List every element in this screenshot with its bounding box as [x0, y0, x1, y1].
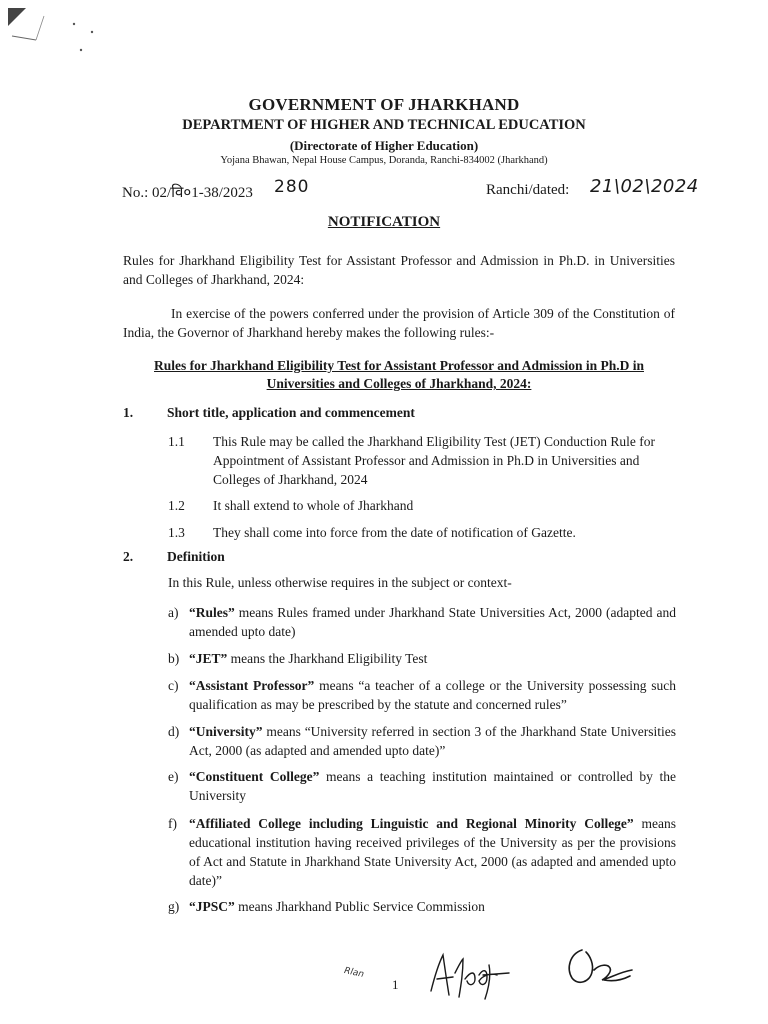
- initial-note: Rlan: [343, 966, 365, 980]
- page-number: 1: [392, 977, 399, 992]
- item-term: “JET”: [189, 651, 228, 666]
- item-body: [189, 814, 676, 890]
- item-term: “University”: [189, 724, 263, 739]
- section-number: 2.: [123, 549, 134, 564]
- item-text: means educational institution having received privileges of the University as per the provisions of Act and Statute in Jharkhand State University Act, 2000 (as adapted and amended upto date)”: [189, 816, 676, 888]
- date-value: 21\02\2024: [590, 176, 699, 197]
- clause-text: It shall extend to whole of Jharkhand: [213, 498, 414, 513]
- item-label: e): [168, 769, 179, 784]
- item-term: “Rules”: [189, 605, 235, 620]
- item-label: a): [168, 605, 179, 620]
- item-body: [189, 649, 676, 668]
- item-body: [189, 722, 676, 760]
- rules-title-line1: Rules for Jharkhand Eligibility Test for Assistant Professor and Admission in Ph.D in: [154, 358, 644, 373]
- preamble-paragraph: [123, 304, 675, 342]
- item-label: d): [168, 724, 180, 739]
- item-label: g): [168, 899, 180, 914]
- section-title: Definition: [167, 549, 225, 564]
- item-text: means the Jharkhand Eligibility Test: [227, 651, 428, 666]
- item-text: means a teaching institution maintained or controlled by the University: [189, 769, 676, 803]
- government-heading: GOVERNMENT OF JHARKHAND: [248, 95, 520, 114]
- reference-line: [122, 176, 700, 210]
- intro-paragraph: Rules for Jharkhand Eligibility Test for Assistant Professor and Admission in Ph.D. in Universities and Colleges of Jharkhand, 2024:: [123, 253, 675, 287]
- item-body: [189, 676, 676, 714]
- item-body: [189, 603, 676, 641]
- signature-2: [560, 938, 640, 990]
- notification-title-wrap: [0, 214, 768, 231]
- reference-label: No.: 02/वि०1-38/2023: [122, 185, 253, 201]
- scan-corner-mark: [6, 6, 116, 56]
- reference-number: 280: [274, 177, 310, 197]
- rules-title: [123, 357, 675, 393]
- item-term: “Assistant Professor”: [189, 678, 315, 693]
- rules-title-line2: Universities and Colleges of Jharkhand, 2024:: [266, 376, 532, 391]
- item-text: means “University referred in section 3 of the Jharkhand State Universities Act, 2000 (as adapted and amended upto date)”: [189, 724, 676, 758]
- notification-title: NOTIFICATION: [327, 214, 441, 230]
- definition-intro: In this Rule, unless otherwise requires in the subject or context-: [168, 575, 512, 590]
- item-body: [189, 897, 676, 916]
- clause-text: They shall come into force from the date of notification of Gazette.: [213, 525, 576, 540]
- address-line: Yojana Bhawan, Nepal House Campus, Doranda, Ranchi-834002 (Jharkhand): [220, 155, 548, 166]
- section-title: Short title, application and commencement: [167, 405, 415, 420]
- item-body: [189, 767, 676, 805]
- item-text: means Rules framed under Jharkhand State Universities Act, 2000 (adapted and amended upto date): [189, 605, 676, 639]
- clause-number: 1.1: [168, 434, 185, 449]
- item-term: “Affiliated College including Linguistic and Regional Minority College”: [189, 816, 634, 831]
- department-heading: DEPARTMENT OF HIGHER AND TECHNICAL EDUCATION: [182, 117, 586, 133]
- clause-text: This Rule may be called the Jharkhand Eligibility Test (JET) Conduction Rule for Appointment of Assistant Professor and Admission in Ph.D in Universities and Colleges of Jharkhand, 2024: [213, 434, 655, 487]
- item-term: “Constituent College”: [189, 769, 320, 784]
- clause-number: 1.2: [168, 498, 185, 513]
- directorate-heading: (Directorate of Higher Education): [289, 138, 479, 153]
- item-label: f): [168, 816, 177, 831]
- item-label: c): [168, 678, 179, 693]
- preamble-text: In exercise of the powers conferred under the provision of Article 309 of the Constitution of India, the Governor of Jharkhand hereby makes the following rules:-: [123, 306, 675, 340]
- item-term: “JPSC”: [189, 899, 235, 914]
- clause-number: 1.3: [168, 525, 185, 540]
- item-text: means “a teacher of a college or the University possessing such qualification as may be prescribed by the statute and concerned rules”: [189, 678, 676, 712]
- signature-1: [425, 945, 515, 1005]
- date-label: Ranchi/dated:: [486, 182, 570, 198]
- section-number: 1.: [123, 405, 134, 420]
- item-label: b): [168, 651, 180, 666]
- item-text: means Jharkhand Public Service Commission: [234, 899, 485, 914]
